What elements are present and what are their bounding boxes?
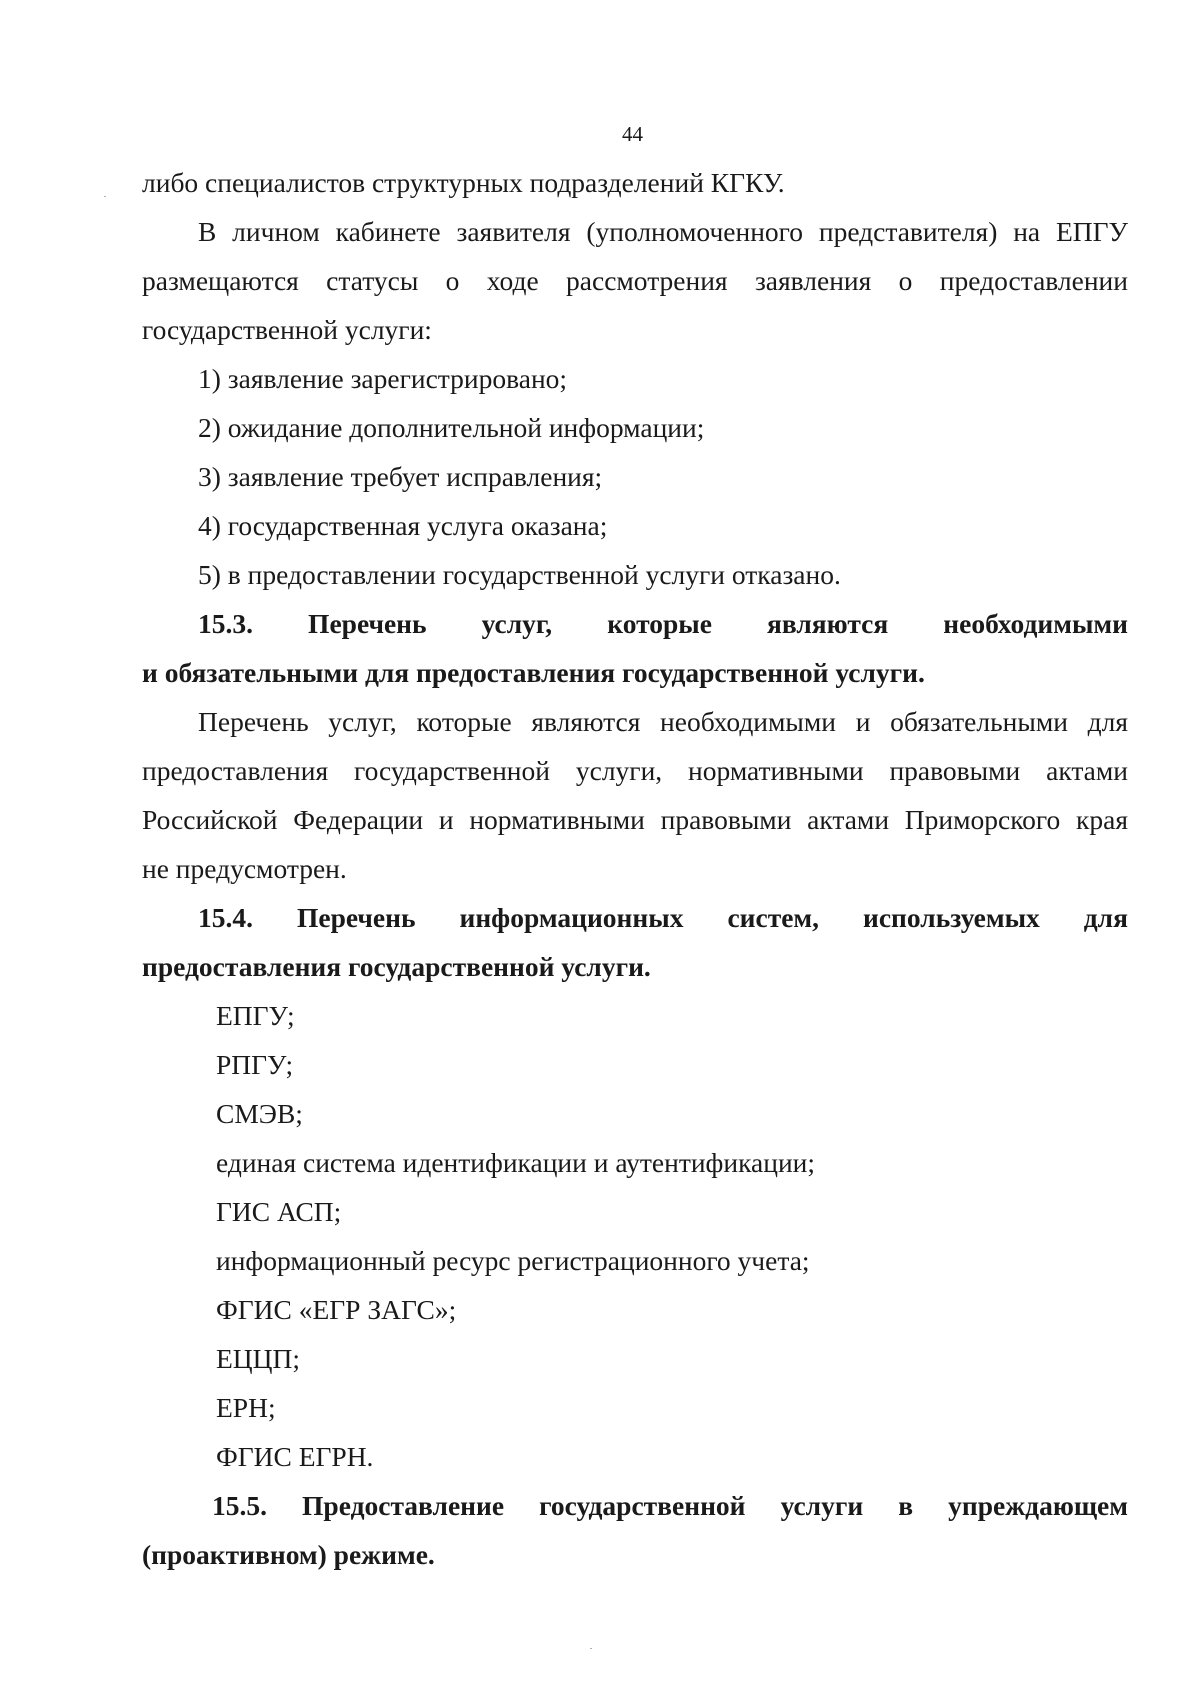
paragraph-line: Российской Федерации и нормативными правовыми актами Приморского края <box>142 804 1128 835</box>
section-heading-line: и обязательными для предоставления государственной услуги. <box>142 657 925 688</box>
status-intro-line: государственной услуги: <box>142 314 432 345</box>
system-list-item: ЕПГУ; <box>216 1000 295 1031</box>
status-list <box>142 354 1128 599</box>
status-intro-line: размещаются статусы о ходе рассмотрения заявления о предоставлении <box>142 265 1128 296</box>
paragraph-line: предоставления государственной услуги, нормативными правовыми актами <box>142 755 1128 786</box>
document-body <box>142 158 1128 1579</box>
system-list-item: РПГУ; <box>216 1049 294 1080</box>
section-15-4-heading <box>142 893 1128 991</box>
system-list-item: ФГИС ЕГРН. <box>216 1441 374 1472</box>
section-heading-line: предоставления государственной услуги. <box>142 951 651 982</box>
status-list-item: 1) заявление зарегистрировано; <box>198 363 568 394</box>
status-list-item: 4) государственная услуга оказана; <box>198 510 608 541</box>
paragraph-line: Перечень услуг, которые являются необходимыми и обязательными для <box>198 706 1128 737</box>
status-intro-line: В личном кабинете заявителя (уполномоченного представителя) на ЕПГУ <box>198 216 1128 247</box>
information-systems-list <box>142 991 1128 1481</box>
status-intro-paragraph <box>142 207 1128 354</box>
section-heading-line: 15.5. Предоставление государственной услуги в упреждающем <box>212 1490 1128 1521</box>
system-list-item: ЕЦЦП; <box>216 1343 301 1374</box>
section-heading-line: 15.3. Перечень услуг, которые являются необходимыми <box>198 608 1128 639</box>
paragraph-line: не предусмотрен. <box>142 853 347 884</box>
status-list-item: 2) ожидание дополнительной информации; <box>198 412 705 443</box>
section-heading-line: (проактивном) режиме. <box>142 1539 435 1570</box>
system-list-item: информационный ресурс регистрационного учета; <box>216 1245 810 1276</box>
status-list-item: 5) в предоставлении государственной услуги отказано. <box>198 559 841 590</box>
system-list-item: ФГИС «ЕГР ЗАГС»; <box>216 1294 457 1325</box>
section-heading-line: 15.4. Перечень информационных систем, используемых для <box>198 902 1128 933</box>
system-list-item: ГИС АСП; <box>216 1196 342 1227</box>
scan-speck <box>104 196 106 197</box>
system-list-item: ЕРН; <box>216 1392 276 1423</box>
system-list-item: единая система идентификации и аутентификации; <box>216 1147 816 1178</box>
status-list-item: 3) заявление требует исправления; <box>198 461 603 492</box>
continuation-line: либо специалистов структурных подразделений КГКУ. <box>142 167 785 198</box>
system-list-item: СМЭВ; <box>216 1098 303 1129</box>
section-15-3-paragraph <box>142 697 1128 893</box>
page-number: 44 <box>622 122 643 146</box>
section-15-3-heading <box>142 599 1128 697</box>
scan-speck <box>590 1648 592 1649</box>
section-15-5-heading <box>142 1481 1128 1579</box>
